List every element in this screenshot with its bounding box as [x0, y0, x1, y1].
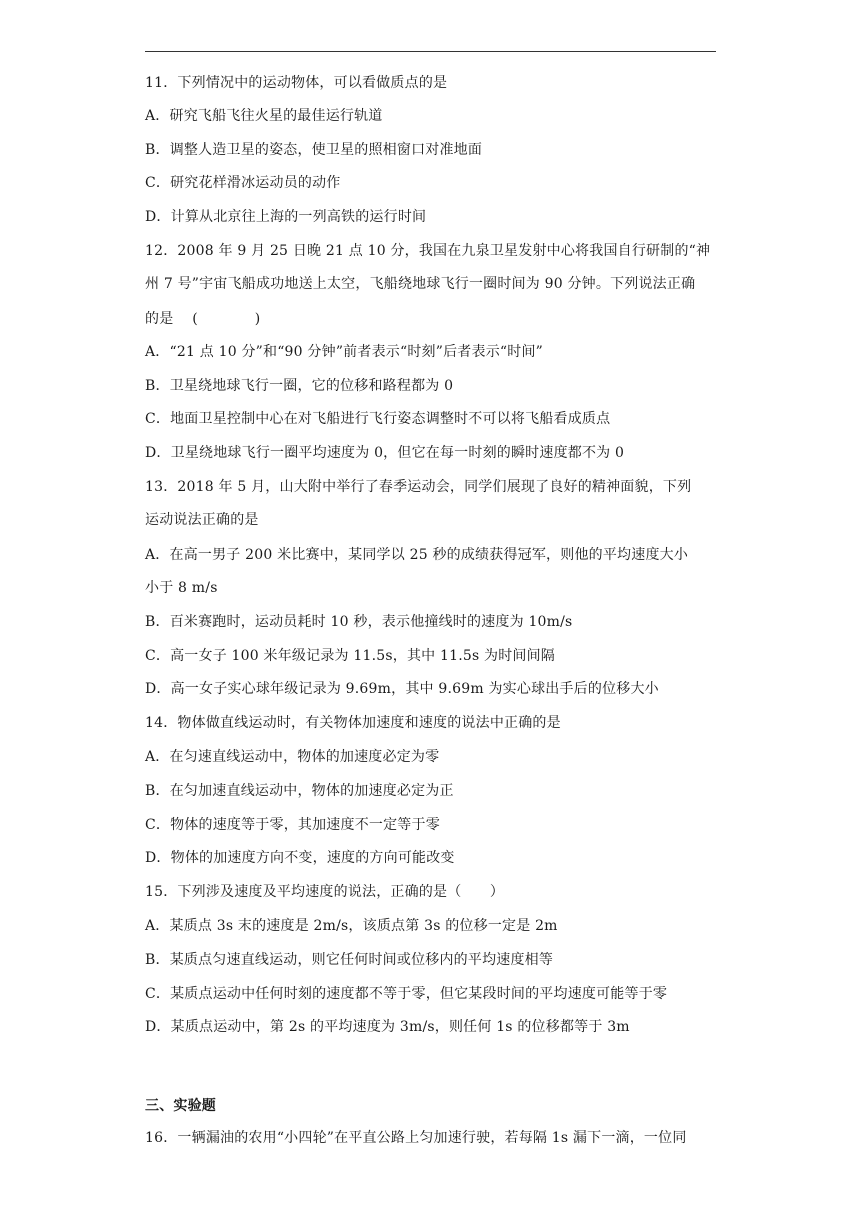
q14-stem: 14．物体做直线运动时，有关物体加速度和速度的说法中正确的是 [145, 715, 561, 731]
q15-option-a: A．某质点 3s 末的速度是 2m/s，该质点第 3s 的位移一定是 2m [145, 918, 558, 934]
q12-stem-line-2: 州 7 号”宇宙飞船成功地送上太空，飞船绕地球飞行一圈时间为 90 分钟。下列说法正确 [145, 276, 696, 292]
q15-stem: 15．下列涉及速度及平均速度的说法，正确的是（ ） [145, 884, 505, 900]
q12-stem-line-1: 12．2008 年 9 月 25 日晚 21 点 10 分，我国在九泉卫星发射中心将我国自行研制的“神 [145, 243, 711, 259]
q13-option-a: A．在高一男子 200 米比赛中，某同学以 25 秒的成绩获得冠军，则他的平均速度大小 [145, 547, 689, 563]
q12-stem-line-3: 的是 ( ) [145, 311, 261, 327]
q14-option-c: C．物体的速度等于零，其加速度不一定等于零 [145, 817, 440, 833]
q13-stem-line-2: 运动说法正确的是 [145, 512, 259, 528]
q13-stem-line-1: 13．2018 年 5 月，山大附中举行了春季运动会，同学们展现了良好的精神面貌，下列 [145, 479, 692, 495]
q11-option-c: C．研究花样滑冰运动员的动作 [145, 175, 341, 191]
q15-option-b: B．某质点匀速直线运动，则它任何时间或位移内的平均速度相等 [145, 952, 554, 968]
q13-option-c: C．高一女子 100 米年级记录为 11.5s，其中 11.5s 为时间间隔 [145, 648, 555, 664]
q11-stem: 11．下列情况中的运动物体，可以看做质点的是 [145, 75, 448, 91]
q14-option-d: D．物体的加速度方向不变，速度的方向可能改变 [145, 850, 455, 866]
q12-option-d: D．卫星绕地球飞行一圈平均速度为 0，但它在每一时刻的瞬时速度都不为 0 [145, 445, 625, 461]
q12-option-c: C．地面卫星控制中心在对飞船进行飞行姿态调整时不可以将飞船看成质点 [145, 411, 611, 427]
q11-option-b: B．调整人造卫星的姿态，使卫星的照相窗口对准地面 [145, 142, 483, 158]
q13-option-d: D．高一女子实心球年级记录为 9.69m，其中 9.69m 为实心球出手后的位移大小 [145, 681, 659, 697]
q11-option-d: D．计算从北京往上海的一列高铁的运行时间 [145, 209, 427, 225]
section-title-experiment: 三、实验题 [145, 1098, 216, 1114]
q13-option-a-cont: 小于 8 m/s [145, 580, 218, 596]
q12-option-a: A．“21 点 10 分”和“90 分钟”前者表示“时刻”后者表示“时间” [145, 344, 544, 360]
q15-option-c: C．某质点运动中任何时刻的速度都不等于零，但它某段时间的平均速度可能等于零 [145, 986, 668, 1002]
q13-option-b: B．百米赛跑时，运动员耗时 10 秒，表示他撞线时的速度为 10m/s [145, 614, 573, 630]
q12-option-b: B．卫星绕地球飞行一圈，它的位移和路程都为 0 [145, 378, 454, 394]
q11-option-a: A．研究飞船飞往火星的最佳运行轨道 [145, 108, 383, 124]
header-rule [145, 51, 716, 52]
q16-stem: 16．一辆漏油的农用“小四轮”在平直公路上匀加速行驶，若每隔 1s 漏下一滴，一位同 [145, 1130, 687, 1146]
q14-option-a: A．在匀速直线运动中，物体的加速度必定为零 [145, 749, 440, 765]
q15-option-d: D．某质点运动中，第 2s 的平均速度为 3m/s，则任何 1s 的位移都等于 3m [145, 1019, 630, 1035]
q14-option-b: B．在匀加速直线运动中，物体的加速度必定为正 [145, 783, 454, 799]
